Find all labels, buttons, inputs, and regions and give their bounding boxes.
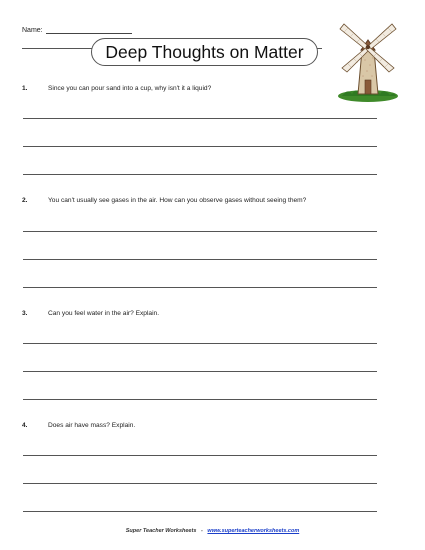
answer-line[interactable]	[23, 118, 377, 119]
question-number: 1.	[22, 85, 28, 92]
answer-line[interactable]	[23, 174, 377, 175]
answer-line[interactable]	[23, 511, 377, 512]
question-number: 2.	[22, 197, 28, 204]
page-title	[91, 38, 318, 66]
answer-line[interactable]	[23, 343, 377, 344]
answer-line[interactable]	[23, 371, 377, 372]
answer-line[interactable]	[23, 399, 377, 400]
answer-line[interactable]	[23, 455, 377, 456]
name-field[interactable]	[46, 27, 132, 34]
question-number: 3.	[22, 310, 28, 317]
answer-line[interactable]	[23, 259, 377, 260]
answer-line[interactable]	[23, 483, 377, 484]
page-title-text: Deep Thoughts on Matter	[105, 41, 304, 62]
footer-brand: Super Teacher Worksheets	[125, 528, 197, 534]
question-text: You can't usually see gases in the air. How can you observe gases without seeing them?	[48, 197, 307, 204]
answer-line[interactable]	[23, 287, 377, 288]
question-text: Can you feel water in the air? Explain.	[48, 310, 160, 317]
answer-line[interactable]	[23, 146, 377, 147]
footer-link[interactable]: www.superteacherworksheets.com	[207, 528, 300, 534]
question-2	[22, 196, 402, 205]
name-row	[22, 27, 132, 34]
footer-separator: -	[200, 528, 203, 534]
question-4	[22, 421, 402, 430]
footer	[0, 528, 425, 534]
question-1	[22, 84, 402, 93]
question-number: 4.	[22, 422, 28, 429]
question-3	[22, 309, 402, 318]
answer-line[interactable]	[23, 231, 377, 232]
question-text: Does air have mass? Explain.	[48, 422, 136, 429]
question-text: Since you can pour sand into a cup, why isn't it a liquid?	[48, 85, 212, 92]
name-label: Name:	[22, 27, 43, 34]
